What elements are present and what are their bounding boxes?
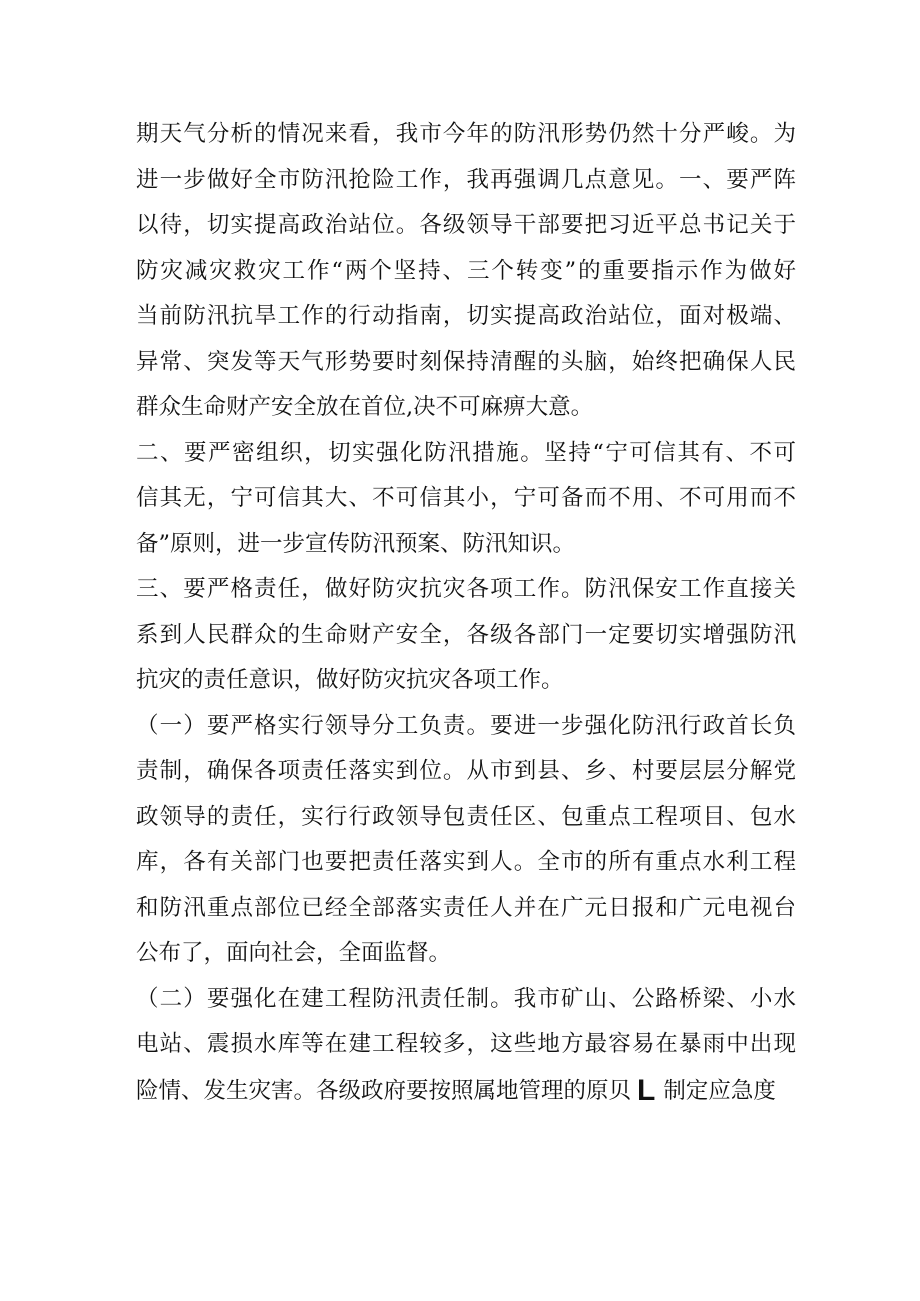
text-line: 抗灾的责任意识，做好防灾抗灾各项工作。 [136, 667, 564, 693]
text-line: 公布了，面向社会，全面监督。 [136, 940, 452, 966]
bold-l-glyph: L [637, 1073, 656, 1107]
text-line: （一）要严格实行领导分工负责。要进一步强化防汛行政首长负 [136, 712, 796, 739]
text-line-final [136, 1068, 796, 1114]
text-line: 责制，确保各项责任落实到位。从市到县、乡、村要层层分解党 [136, 758, 796, 784]
text-line: 当前防汛抗旱工作的行动指南，切实提高政治站位，面对极端、 [136, 303, 796, 329]
text-line: 信其无，宁可信其大、不可信其小，宁可备而不用、不可用而不 [136, 485, 796, 511]
text-fragment: 险情、发生灾害。各级政府要按照属地管理的原贝 [136, 1077, 632, 1104]
text-fragment: 制定应急度 [663, 1077, 776, 1104]
text-line: 系到人民群众的生命财产安全，各级各部门一定要切实增强防汛 [136, 621, 796, 648]
text-line: 电站、震损水库等在建工程较多，这些地方最容易在暴雨中出现 [136, 1031, 796, 1057]
text-line: （二）要强化在建工程防汛责任制。我市矿山、公路桥梁、小水 [136, 985, 796, 1012]
text-line: 异常、突发等天气形势要时刻保持清醒的头脑，始终把确保人民 [136, 348, 796, 375]
text-line: 库，各有关部门也要把责任落实到人。全市的所有重点水利工程 [136, 849, 796, 875]
text-line: 三、要严格责任，做好防灾抗灾各项工作。防汛保安工作直接关 [136, 576, 796, 602]
text-line: 政领导的责任，实行行政领导包责任区、包重点工程项目、包水 [136, 803, 796, 830]
text-line: 二、要严密组织，切实强化防汛措施。坚持“宁可信其有、不可 [136, 439, 796, 466]
text-line: 防灾减灾救灾工作“两个坚持、三个转变”的重要指示作为做好 [136, 257, 796, 284]
text-line: 和防汛重点部位已经全部落实责任人并在广元日报和广元电视台 [136, 894, 796, 921]
text-line: 期天气分析的情况来看，我市今年的防汛形势仍然十分严峻。为 [136, 121, 796, 147]
text-line: 群众生命财产安全放在首位,决不可麻痹大意。 [136, 394, 594, 420]
document-body [136, 112, 796, 1113]
text-line: 以待，切实提高政治站位。各级领导干部要把习近平总书记关于 [136, 212, 796, 238]
text-line: 备”原则，进一步宣传防汛预案、防汛知识。 [136, 530, 576, 557]
text-line: 进一步做好全市防汛抢险工作，我再强调几点意见。一、要严阵 [136, 166, 796, 193]
